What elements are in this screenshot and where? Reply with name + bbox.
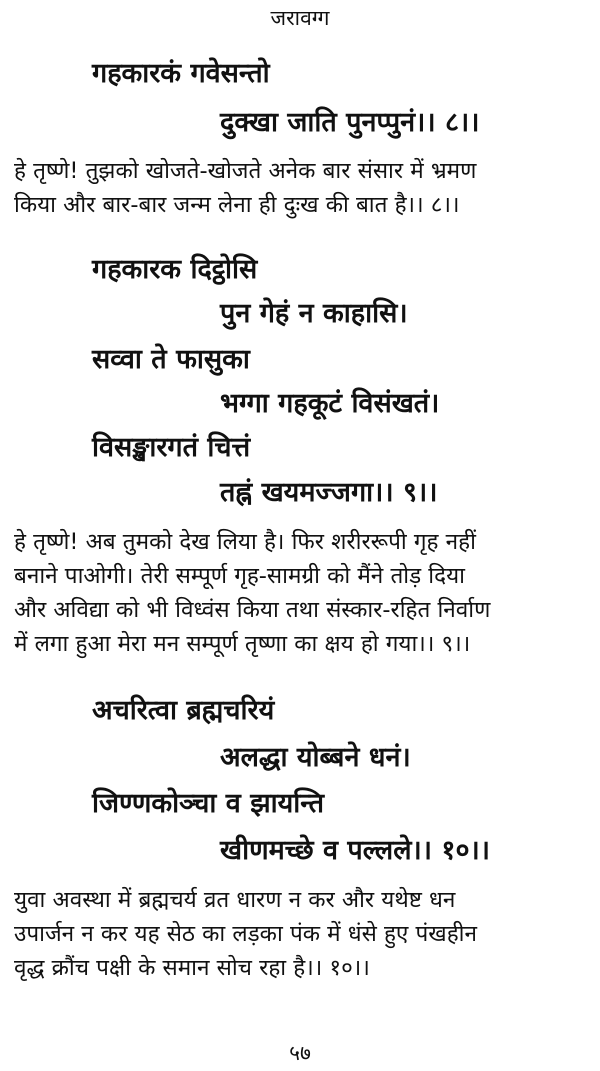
translation-line: किया और बार-बार जन्म लेना ही दुःख की बात है।। ८।। [14, 192, 460, 218]
translation-line: युवा अवस्था में ब्रह्मचर्य व्रत धारण न कर और यथेष्ट धन [14, 887, 456, 913]
translation-line: हे तृष्णे! अब तुमको देख लिया है। फिर शरीररूपी गृह नहीं [14, 529, 476, 555]
page-number: ५७ [289, 1041, 311, 1065]
verse-line: विसङ्खारगतं चित्तं [92, 432, 251, 463]
translation-paragraph [14, 883, 586, 985]
translation-paragraph [14, 154, 586, 222]
verse-line: तह्नं खयमज्जगा।। ९।। [220, 477, 438, 508]
verse-line: दुक्खा जाति पुनप्पुनं।। ८।। [220, 107, 480, 138]
verse-line: पुन गेहं न काहासि। [220, 298, 408, 329]
translation-paragraph [14, 525, 586, 661]
translation-line: में लगा हुआ मेरा मन सम्पूर्ण तृष्णा का क्षय हो गया।। ९।। [14, 631, 471, 657]
translation-line: हे तृष्णे! तुझको खोजते-खोजते अनेक बार संसार में भ्रमण [14, 158, 477, 184]
verse-line: गहकारकं गवेसन्तो [92, 58, 270, 89]
translation-line: बनाने पाओगी। तेरी सम्पूर्ण गृह-सामग्री को मैंने तोड़ दिया [14, 563, 465, 589]
verse-line: भग्गा गहकूटं विसंखतं। [220, 388, 440, 419]
verse-line: अलद्धा योब्बने धनं। [220, 742, 411, 773]
verse-line: गहकारक दिट्ठोसि [92, 254, 258, 285]
translation-line: वृद्ध क्रौंच पक्षी के समान सोच रहा है।। १०।। [14, 955, 370, 981]
verse-line: अचरित्वा ब्रह्मचरियं [92, 695, 275, 726]
verse-line: खीणमच्छे व पल्लले।। १०।। [220, 835, 490, 866]
translation-line: उपार्जन न कर यह सेठ का लड़का पंक में धंसे हुए पंखहीन [14, 921, 477, 947]
verse-line: सव्वा ते फासुका [92, 344, 250, 375]
translation-line: और अविद्या को भी विध्वंस किया तथा संस्कार-रहित निर्वाण [14, 597, 491, 623]
running-header: जरावग्ग [270, 6, 330, 30]
verse-line: जिण्णकोञ्चा व झायन्ति [92, 788, 324, 819]
